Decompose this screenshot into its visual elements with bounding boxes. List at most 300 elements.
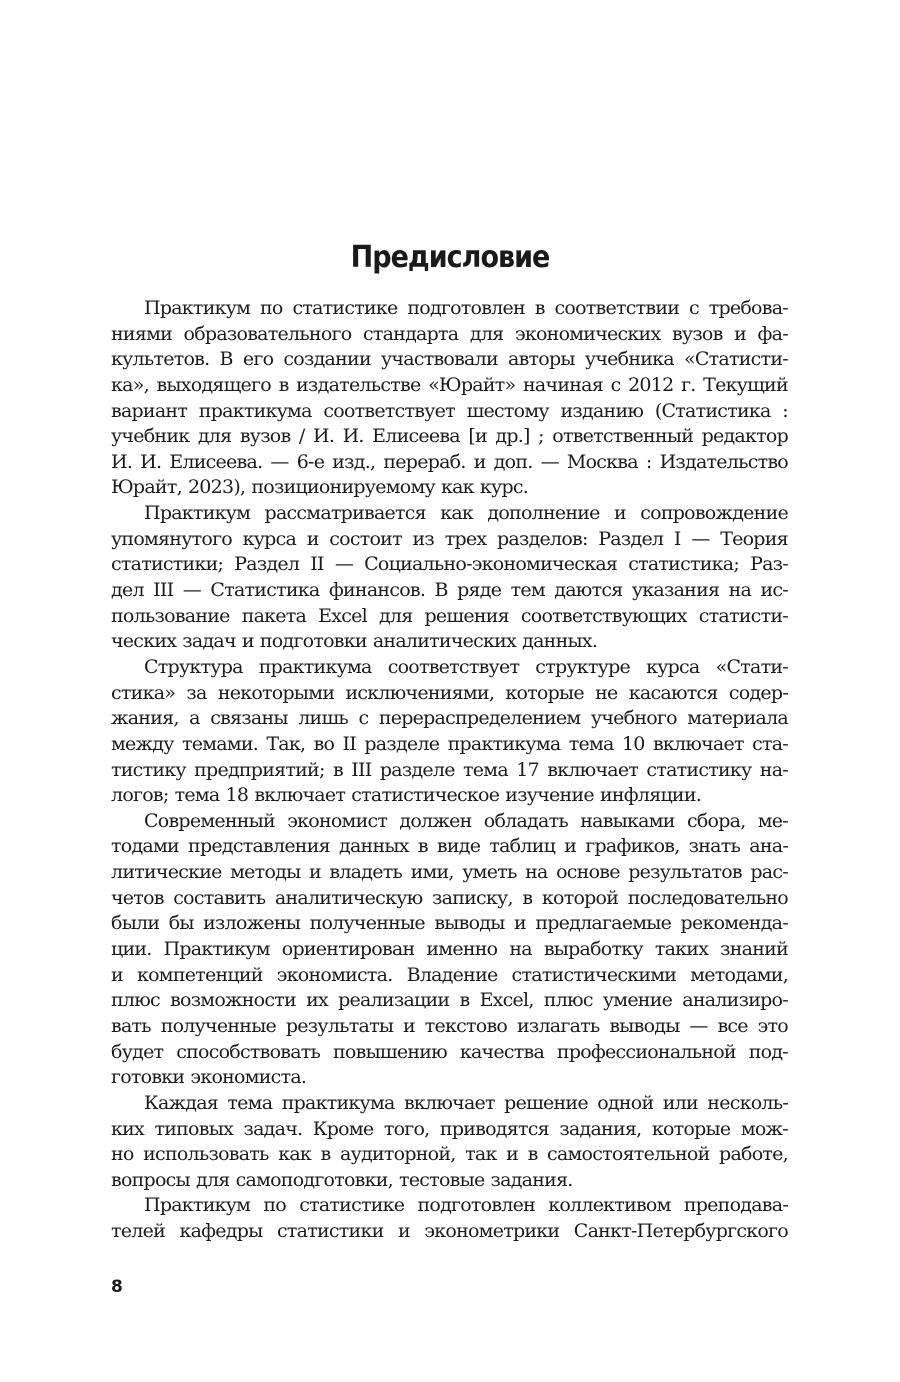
word: с [610,373,621,396]
word: образовательного [183,322,352,345]
word: лишь [298,707,348,730]
word: статистике [292,297,398,319]
word: между [111,732,174,755]
word: включает [403,1091,495,1114]
word: как [440,476,474,499]
word: изд., [332,450,376,473]
word: Раздел [234,553,300,576]
paragraph-line [111,1091,788,1117]
word: изданию [560,399,644,422]
word: пользование [111,604,230,627]
word: соответствии [554,297,680,319]
word: статистическое [351,784,500,807]
word: начиная [523,373,603,396]
word: мож- [740,1117,788,1140]
word: тистику [111,758,186,781]
word: это [757,1014,788,1037]
word: вузов [239,425,291,448]
word: не [595,681,618,704]
word: и [614,502,626,525]
word: использовать [143,1143,269,1166]
word: учебник [111,425,190,448]
word: содер- [728,681,788,704]
word: 10 [621,732,645,755]
word: II [342,732,357,755]
word: некоторыми [217,681,335,704]
word: и [564,835,577,858]
word: в [278,373,289,396]
word: Елисеева [372,425,460,448]
word: которые [651,1117,731,1140]
paragraph-line [111,988,788,1014]
paragraph-line [111,1168,788,1194]
word: включает [547,758,639,781]
word: выводы [609,1014,680,1037]
word: типовых [154,1117,234,1140]
word: ими, [410,861,454,884]
word: Структура [144,655,243,678]
word: излагать [516,1014,600,1037]
word: под- [748,1040,788,1063]
paragraph-line [111,706,788,732]
word: методами, [690,963,788,986]
word: анализиро- [682,989,788,1012]
word: стика» [111,681,176,704]
word: Елисеева. [169,450,263,473]
word: данных. [522,630,598,653]
word: его [242,348,274,371]
word: шестому [466,399,549,422]
word: «Статисти- [683,348,788,371]
word: бы [168,912,194,935]
word: знаний [720,938,788,961]
word: виде [436,835,481,858]
word: решение [504,1091,588,1114]
paragraph-line [111,475,788,501]
word: и [473,450,486,473]
word: самостоятельной [547,1143,710,1166]
word: компетенций [136,963,263,986]
word: экономист [287,809,388,832]
word: профессиональной [556,1040,736,1063]
word: [и [468,425,487,448]
word: «Юрайт» [428,373,516,396]
paragraph-line [111,373,788,399]
word: экономических [514,322,661,345]
word: представления [188,835,330,858]
word: качества [459,1040,545,1063]
word: Каждая [144,1091,219,1114]
word: в [527,1143,538,1166]
paragraph-line [111,1142,788,1168]
word: сопровождение [640,502,788,525]
word: литические [111,861,222,884]
word: Excel, [479,989,534,1012]
paragraph-line [111,604,788,630]
word: и [111,963,123,986]
word: и [308,861,321,884]
word: соответствует [387,655,520,678]
word: предприятий; [194,758,325,781]
word: ; [538,425,544,448]
paragraph [111,296,788,501]
word: тем [510,579,545,602]
word: во [313,732,335,755]
word: И. [140,450,162,473]
word: логов; [111,784,169,807]
word: тема [463,758,508,781]
word: того, [383,1117,430,1140]
word: структуре [535,655,631,678]
word: : [645,450,652,473]
word: или [662,1091,698,1114]
word: тестовые [399,1168,485,1191]
word: рассматривается [264,502,426,525]
paragraph-line [111,450,788,476]
word: В [219,348,233,371]
word: Владение [406,963,498,986]
word: вать [111,1014,151,1037]
word: тема [227,1091,273,1114]
word: статисти- [698,604,788,627]
word: статистическими [511,963,677,986]
paragraph-line [111,655,788,681]
word: и [514,912,526,935]
word: подготовлен [407,297,525,319]
word: 6-е [296,450,325,473]
word: — [334,553,354,576]
paragraph-line [111,1065,788,1091]
word: учебника [584,348,674,371]
word: по [260,297,283,319]
word: телей [111,1220,165,1243]
word: их [306,989,328,1012]
paragraph-line [111,629,788,655]
word: и [506,1143,519,1166]
word: — [540,450,559,473]
word: — [689,1014,708,1037]
word: в [534,297,545,319]
word: и [734,322,747,345]
word: реализации [338,989,450,1012]
word: III [153,579,174,602]
paragraph-line [111,296,788,322]
paragraph-line [111,732,788,758]
word: самоподготовки, [235,1168,393,1191]
word: составить [173,886,266,909]
word: аналитическую [274,886,423,909]
word: возможности [170,989,296,1012]
word: выводы [434,912,505,935]
word: Москва [566,450,638,473]
word: сбора, [686,809,746,832]
word: подготовлен [417,1194,536,1217]
paragraph-line [111,681,788,707]
word: уметь [462,861,517,884]
word: полученные [309,912,425,935]
word: экономиста. [190,1066,307,1089]
word: ответственный [552,425,694,448]
word: для [196,1168,230,1191]
word: задач. [243,1117,303,1140]
paragraph-line [111,1040,788,1066]
word: 18 [225,784,249,807]
word: задач [182,630,236,653]
word: Практикум [144,297,251,319]
word: статистики; [111,553,224,576]
word: исключениями, [345,681,495,704]
word: 17 [516,758,539,781]
paragraph-line [111,758,788,784]
paragraph-line [111,809,788,835]
word: Практикум [144,502,251,525]
word: Юрайт, [111,476,182,499]
word: данных [339,835,409,858]
word: Раз- [750,553,788,576]
word: результаты [285,1014,394,1037]
paragraph-line [111,1219,788,1245]
word: и [403,1014,415,1037]
word: и [306,527,319,550]
word: четов [111,886,164,909]
word: доп. [493,450,533,473]
word: перераспределением [378,707,581,730]
word: Санкт-Петербургского [573,1220,788,1243]
word: практикума [447,732,561,755]
word: Статистика [210,579,320,602]
preface-body [111,296,788,1245]
word: выработку [543,938,643,961]
paragraph-line [111,501,788,527]
word: в [522,886,533,909]
word: фа- [757,322,788,345]
word: указания [631,579,720,602]
paragraph-line [111,1117,788,1143]
word: I [673,527,681,550]
word: Современный [144,809,275,832]
word: ряде [457,579,502,602]
word: ана- [749,835,788,858]
word: с [688,297,699,319]
word: именно [426,938,498,961]
word: но [111,1143,134,1166]
word: вузов [671,322,723,345]
word: рекоменда- [680,912,788,935]
word: для [197,425,232,448]
word: аудиторной, [340,1143,456,1166]
word: финансов. [328,579,426,602]
paragraph-line [111,322,788,348]
word: кафедры [179,1220,263,1243]
word: требова- [708,297,788,319]
paragraph-line [111,963,788,989]
word: последовательно [627,886,788,909]
word: должен [399,809,472,832]
word: для [378,604,413,627]
word: пакета [241,604,307,627]
word: на [728,579,752,602]
word: разделов: [496,527,588,550]
paragraph-line [111,783,788,809]
word: / [298,425,305,448]
word: разделе [364,732,440,755]
word: — [270,450,289,473]
word: как [440,502,474,525]
page-number: 8 [111,1277,123,1297]
word: издательстве [296,373,421,396]
word: курса [242,527,297,550]
word: ции. [111,938,152,961]
word: по [263,1194,286,1217]
word: перераб. [383,450,466,473]
word: владеть [329,861,403,884]
word: одной [597,1091,654,1114]
word: из [412,527,435,550]
word: на- [759,758,788,781]
word: — [182,579,202,602]
word: разделе [379,758,455,781]
word: ка», [111,373,149,396]
word: статистику [646,758,752,781]
paragraph-line [111,552,788,578]
word: соответствует [323,399,455,422]
word: практикума [258,655,372,678]
word: др.] [495,425,530,448]
word: повышению [333,1040,447,1063]
word: будет [111,1040,164,1063]
word: с [358,707,369,730]
word: темами. [181,732,259,755]
paragraph [111,809,788,1091]
word: преподава- [683,1194,788,1217]
paragraph-line [111,911,788,937]
word: Практикум [163,938,270,961]
word: авторы [508,348,575,371]
paragraph-line [111,860,788,886]
word: готовки [111,1066,185,1089]
word: курса [646,655,700,678]
word: позиционируемому [251,476,435,499]
word: Текущий [703,373,788,396]
word: 2023), [187,476,246,499]
word: в [417,835,428,858]
word: И. [111,450,133,473]
word: выходящего [156,373,271,396]
word: умение [602,989,673,1012]
paragraph-line [111,347,788,373]
word: результатов [628,861,742,884]
word: задания, [559,1117,642,1140]
word: ческих [111,630,177,653]
word: и [241,630,254,653]
word: Кроме [312,1117,374,1140]
word: ме- [757,809,788,832]
word: знать [688,835,741,858]
word: Теория [720,527,788,550]
word: экономиста. [276,963,393,986]
word: курс. [479,476,529,499]
word: задания. [490,1168,573,1191]
word: рас- [750,861,788,884]
word: аналитических [372,630,517,653]
word: работе, [719,1143,788,1166]
word: материала [687,707,788,730]
word: обладать [483,809,568,832]
word: Так, [266,732,306,755]
word: вопросы [111,1168,190,1191]
word: за [186,681,207,704]
word: практикума [281,1091,395,1114]
word: все [717,1014,748,1037]
word: изложены [203,912,301,935]
word: — [691,527,710,550]
word: участвовали [381,348,498,371]
word: плюс [543,989,593,1012]
paragraph-line [111,399,788,425]
word: предлагаемые [535,912,672,935]
word: в [320,1143,331,1166]
word: И. [313,425,335,448]
paragraph [111,1193,788,1244]
paragraph-line [111,527,788,553]
word: графиков, [585,835,680,858]
word: II [310,553,324,576]
word: решения [424,604,509,627]
word: основе [556,861,620,884]
word: касаются [628,681,718,704]
word: культетов. [111,348,210,371]
word: способствовать [176,1040,321,1063]
paragraph-line [111,424,788,450]
word: стандарта [362,322,459,345]
word: даются [554,579,623,602]
word: Издательство [659,450,788,473]
word: эконометрики [424,1220,560,1243]
word: ис- [760,579,788,602]
word: и [397,1220,410,1243]
word: Раздел [598,527,664,550]
word: в [459,989,470,1012]
word: включает [254,784,346,807]
word: в [332,758,343,781]
word: для [469,322,504,345]
paragraph [111,1091,788,1194]
word: несколь- [707,1091,788,1114]
word: ориентирован [281,938,415,961]
paragraph-line [111,1014,788,1040]
word: Практикум [144,1194,251,1217]
word: ста- [752,732,788,755]
word: ких [111,1117,145,1140]
word: тема [174,784,220,807]
word: 2012 [628,373,674,396]
word: которой [541,886,619,909]
word: ниями [111,322,173,345]
word: III [351,758,372,781]
word: соответствующих [520,604,687,627]
word: упомянутого [111,527,232,550]
word: г. [681,373,696,396]
word: статистика; [628,553,740,576]
word: практикума [198,399,312,422]
word: В [434,579,448,602]
word: состоит [329,527,402,550]
word: как [278,1143,312,1166]
word: приводятся [439,1117,549,1140]
paragraph-line [111,578,788,604]
word: статистики [276,1220,384,1243]
word: тема [568,732,614,755]
